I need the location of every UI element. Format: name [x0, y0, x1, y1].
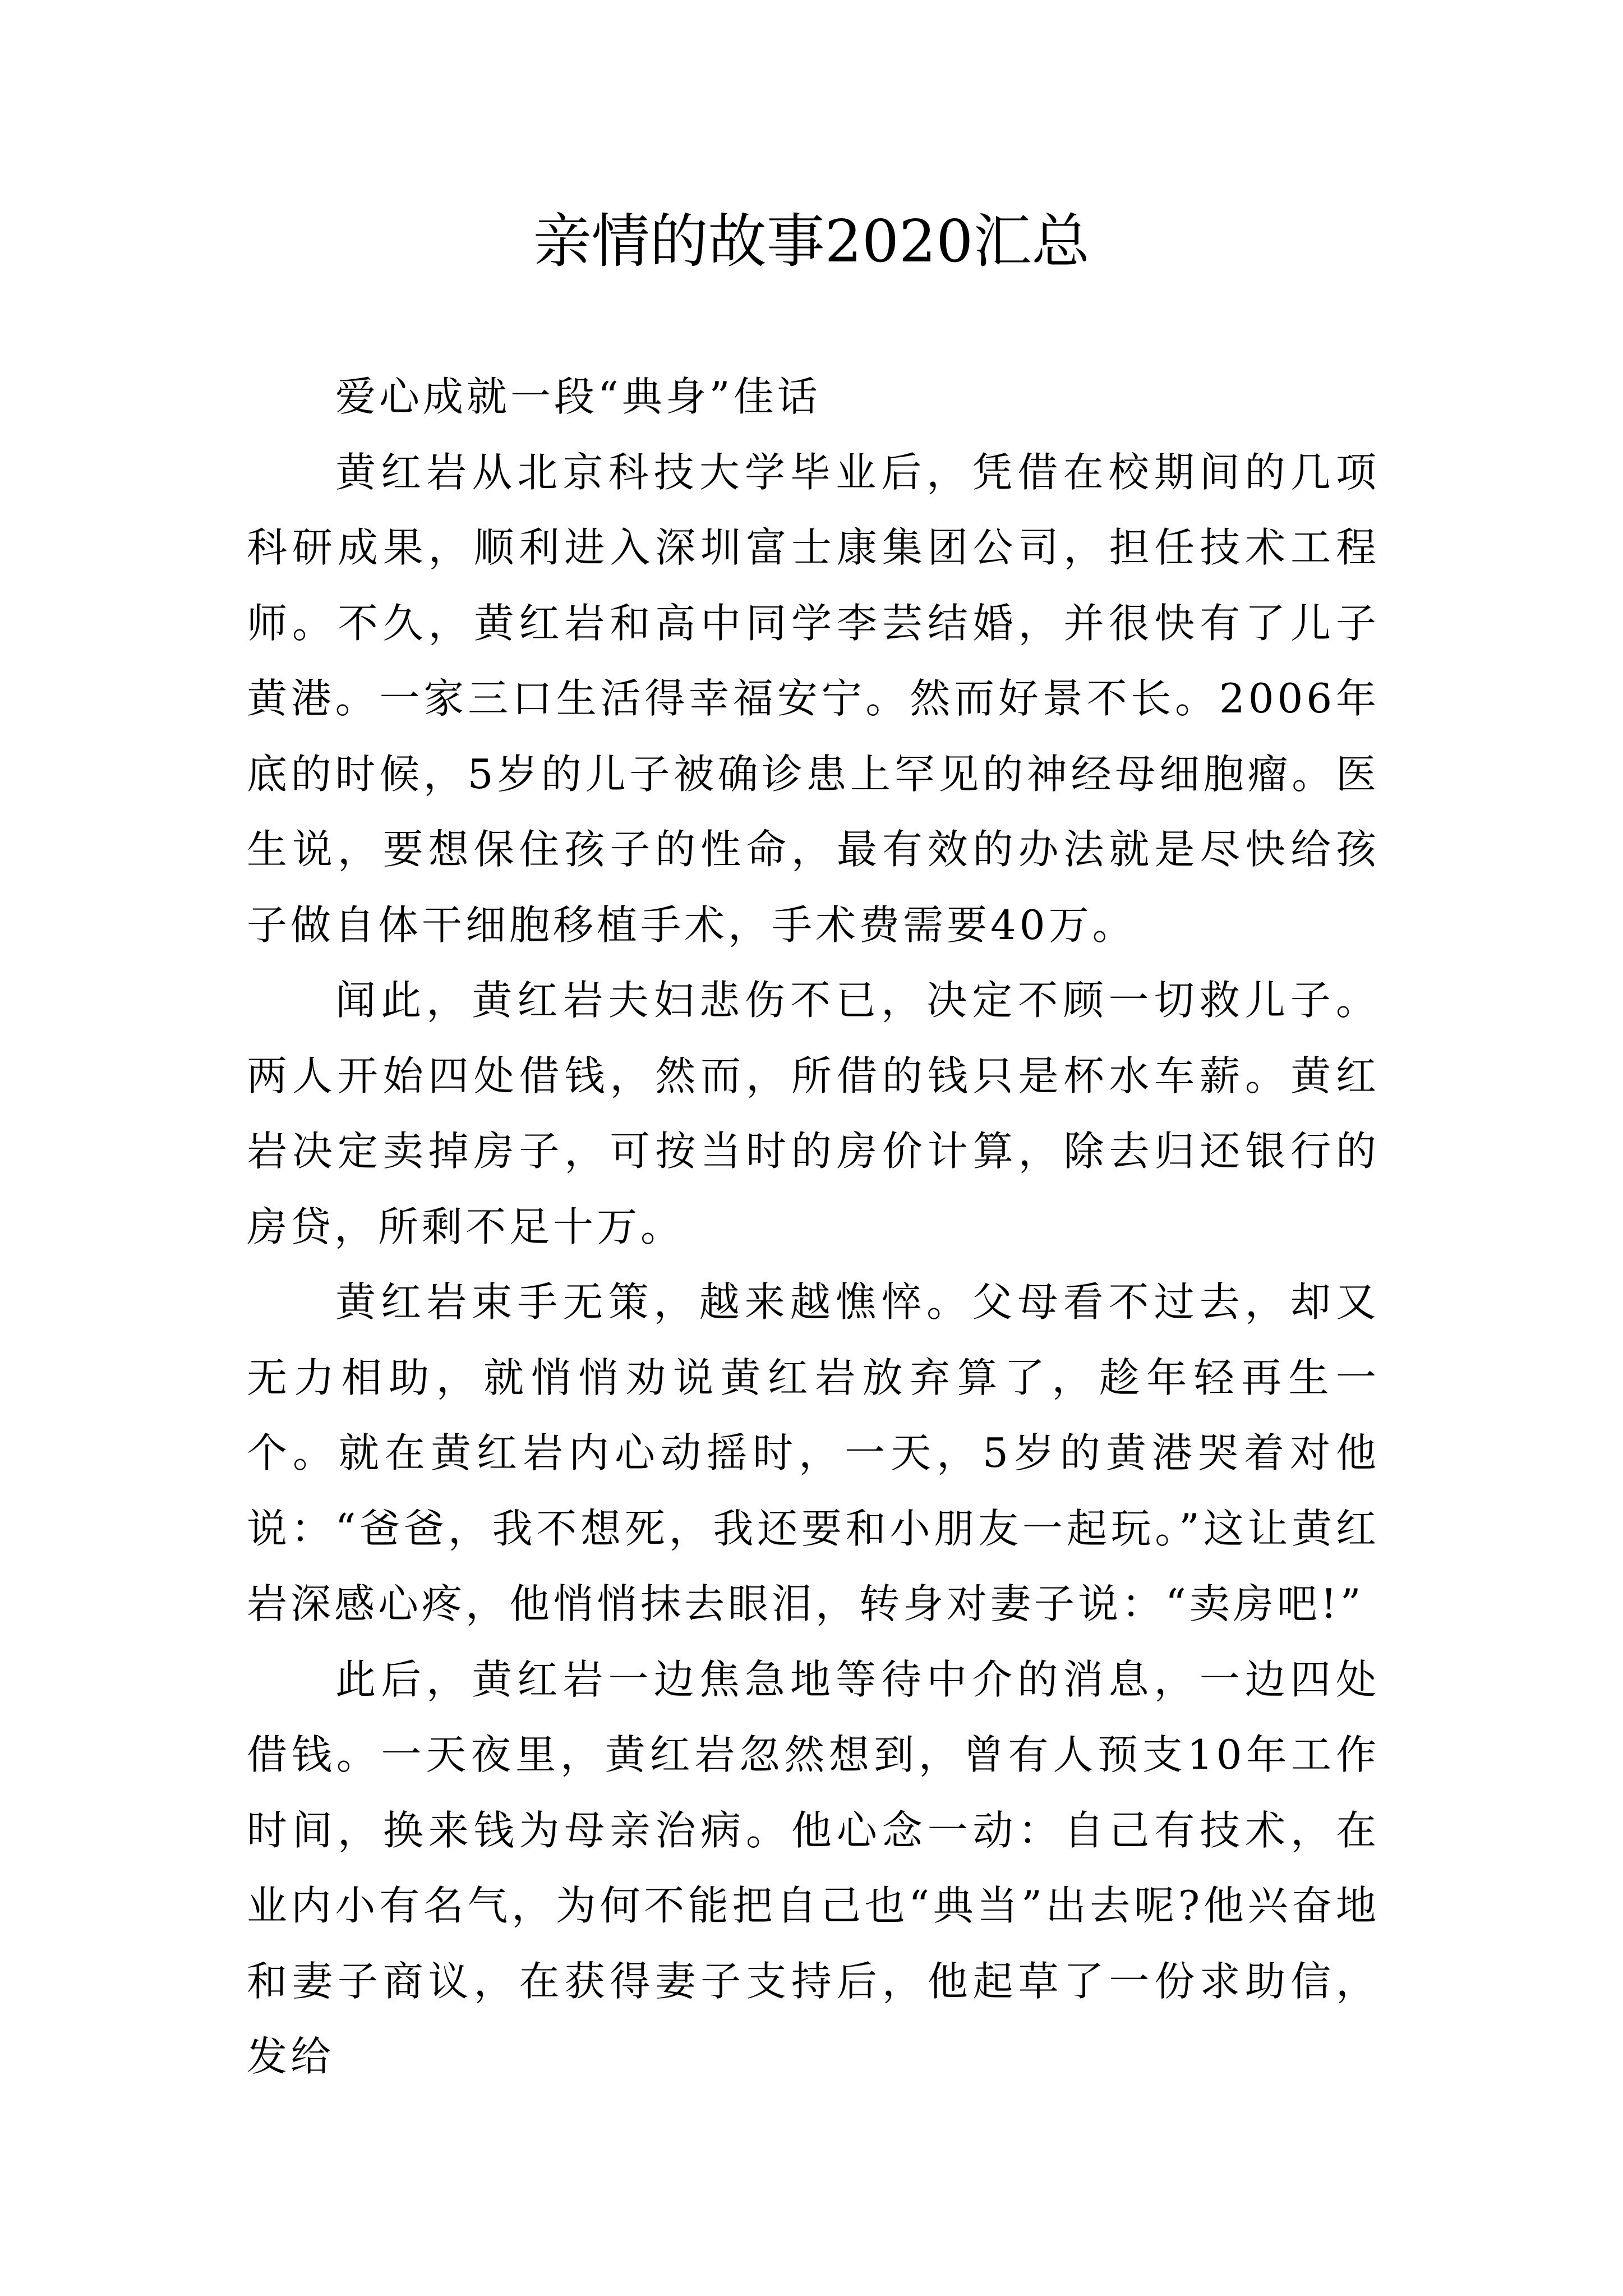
document-title: 亲情的故事2020汇总 [533, 207, 1090, 275]
paragraph: 此后，黄红岩一边焦急地等待中介的消息，一边四处借钱。一天夜里，黄红岩忽然想到，曾有人预支10年工作时间，换来钱为母亲治病。他心念一动：自己有技术，在业内小有名气，为何不能把自己也“典当”出去呢?他兴奋地和妻子商议，在获得妻子支持后，他起草了一份求助信，发给 [247, 1655, 1380, 2080]
paragraph: 黄红岩从北京科技大学毕业后，凭借在校期间的几项科研成果，顺利进入深圳富士康集团公司，担任技术工程师。不久，黄红岩和高中同学李芸结婚，并很快有了儿子黄港。一家三口生活得幸福安宁。然而好景不长。2006年底的时候，5岁的儿子被确诊患上罕见的神经母细胞瘤。医生说，要想保住孩子的性命，最有效的办法就是尽快给孩子做自体干细胞移植手术，手术费需要40万。 [247, 448, 1380, 949]
section-heading: 爱心成就一段“典身”佳话 [335, 373, 821, 420]
document-body [247, 359, 1380, 2095]
paragraph: 黄红岩束手无策，越来越憔悴。父母看不过去，却又无力相助，就悄悄劝说黄红岩放弃算了，趁年轻再生一个。就在黄红岩内心动摇时，一天，5岁的黄港哭着对他说：“爸爸，我不想死，我还要和小朋友一起玩。”这让黄红岩深感心疼，他悄悄抹去眼泪，转身对妻子说：“卖房吧!” [247, 1278, 1380, 1627]
paragraph: 闻此，黄红岩夫妇悲伤不已，决定不顾一切救儿子。两人开始四处借钱，然而，所借的钱只是杯水车薪。黄红岩决定卖掉房子，可按当时的房价计算，除去归还银行的房贷，所剩不足十万。 [247, 977, 1380, 1250]
